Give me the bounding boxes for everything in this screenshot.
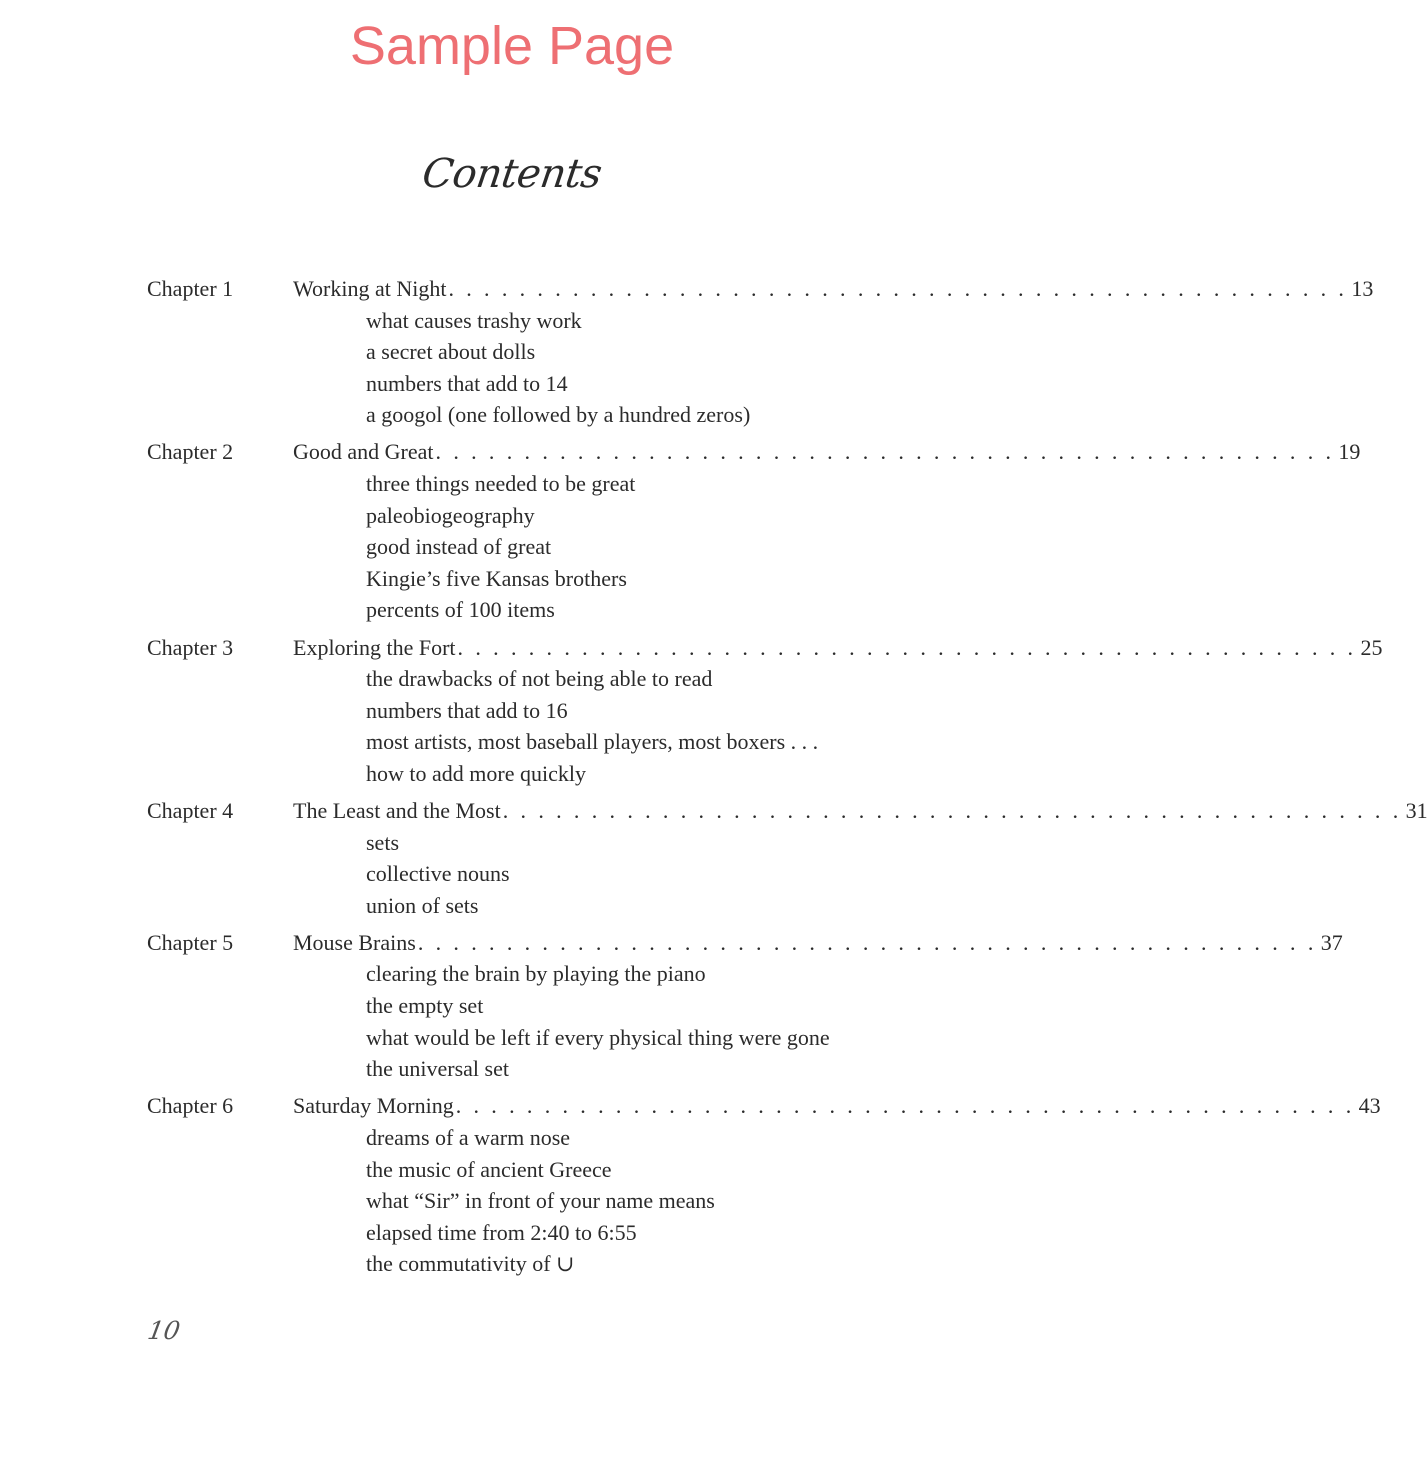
dot-leader: . . . . . . . . . . . . . . . . . . . . . . . . . . . . . . . . . . . . . . . . . . . . . . . . . . . xyxy=(435,439,1335,465)
chapter-entry xyxy=(147,273,1374,305)
topic-item: Kingie’s five Kansas brothers xyxy=(366,565,627,591)
topic-item: what would be left if every physical thing were gone xyxy=(366,1024,830,1050)
dot-leader: . . . . . . . . . . . . . . . . . . . . . . . . . . . . . . . . . . . . . . . . . . . . . . . . . . . xyxy=(417,929,1317,955)
topic-item: percents of 100 items xyxy=(366,597,555,623)
chapter-label: Chapter 2 xyxy=(147,439,234,465)
topic-item: elapsed time from 2:40 to 6:55 xyxy=(366,1219,637,1245)
sample-page-watermark: Sample Page xyxy=(349,16,675,76)
chapter-entry xyxy=(147,632,1383,664)
topic-item: clearing the brain by playing the piano xyxy=(366,961,706,987)
toc-chapter-5 xyxy=(147,927,1343,1085)
topic-list xyxy=(147,958,877,1084)
chapter-title: The Least and the Most xyxy=(293,798,501,823)
chapter-label: Chapter 6 xyxy=(147,1093,234,1119)
topic-list xyxy=(147,827,877,922)
chapter-title: Mouse Brains xyxy=(293,929,416,955)
topic-item: what “Sir” in front of your name means xyxy=(366,1188,715,1214)
chapter-title: Saturday Morning xyxy=(293,1093,454,1119)
topic-list xyxy=(147,468,877,626)
topic-item: the empty set xyxy=(366,993,484,1019)
table-of-contents xyxy=(147,273,1428,1285)
chapter-page-number: 13 xyxy=(1351,276,1374,301)
topic-item: numbers that add to 14 xyxy=(366,370,568,396)
topic-item: dreams of a warm nose xyxy=(366,1124,571,1150)
dot-leader: . . . . . . . . . . . . . . . . . . . . . . . . . . . . . . . . . . . . . . . . . . . . . . . . . . . xyxy=(457,634,1357,660)
topic-item: a secret about dolls xyxy=(366,339,536,365)
topic-item: a googol (one followed by a hundred zeros) xyxy=(366,402,751,428)
topic-list xyxy=(147,305,877,431)
chapter-page-number: 25 xyxy=(1360,634,1383,660)
topic-list xyxy=(147,1122,877,1280)
toc-chapter-6 xyxy=(147,1090,1381,1280)
topic-item: three things needed to be great xyxy=(366,471,636,497)
topic-item: the universal set xyxy=(366,1056,509,1082)
topic-item: paleobiogeography xyxy=(366,502,535,528)
dot-leader: . . . . . . . . . . . . . . . . . . . . . . . . . . . . . . . . . . . . . . . . . . . . . . . . . . . xyxy=(455,1093,1355,1119)
toc-chapter-1 xyxy=(147,273,1374,431)
toc-chapter-2 xyxy=(147,436,1361,626)
chapter-label: Chapter 5 xyxy=(147,929,234,955)
topic-item: good instead of great xyxy=(366,534,552,560)
toc-chapter-3 xyxy=(147,632,1383,790)
chapter-entry xyxy=(147,927,1343,959)
chapter-entry xyxy=(147,1090,1381,1122)
chapter-title: Working at Night xyxy=(293,276,447,301)
chapter-entry xyxy=(147,795,1428,827)
dot-leader: . . . . . . . . . . . . . . . . . . . . . . . . . . . . . . . . . . . . . . . . . . . . . . . . . . . xyxy=(502,798,1402,823)
chapter-page-number: 19 xyxy=(1338,439,1361,465)
chapter-label: Chapter 4 xyxy=(147,798,234,823)
chapter-title: Good and Great xyxy=(293,439,434,465)
topic-item: numbers that add to 16 xyxy=(366,697,568,723)
chapter-entry xyxy=(147,436,1361,468)
chapter-page-number: 37 xyxy=(1320,929,1343,955)
topic-item: how to add more quickly xyxy=(366,760,586,786)
contents-heading: Contents xyxy=(419,151,605,197)
chapter-page-number: 43 xyxy=(1358,1093,1381,1119)
topic-item: sets xyxy=(366,829,399,855)
dot-leader: . . . . . . . . . . . . . . . . . . . . . . . . . . . . . . . . . . . . . . . . . . . . . . . . . . . xyxy=(448,276,1348,301)
topic-item: collective nouns xyxy=(366,861,510,887)
chapter-title: Exploring the Fort xyxy=(293,634,456,660)
topic-item: most artists, most baseball players, most boxers . . . xyxy=(366,729,819,755)
topic-item: union of sets xyxy=(366,892,479,918)
topic-item: what causes trashy work xyxy=(366,307,582,333)
chapter-label: Chapter 3 xyxy=(147,634,234,660)
topic-item: the drawbacks of not being able to read xyxy=(366,666,713,692)
topic-list xyxy=(147,663,877,789)
toc-chapter-4 xyxy=(147,795,1428,921)
page-number: 10 xyxy=(145,1316,183,1345)
chapter-label: Chapter 1 xyxy=(147,276,234,301)
topic-item: the commutativity of ∪ xyxy=(366,1251,575,1277)
chapter-page-number: 31 xyxy=(1405,798,1428,823)
topic-item: the music of ancient Greece xyxy=(366,1156,612,1182)
